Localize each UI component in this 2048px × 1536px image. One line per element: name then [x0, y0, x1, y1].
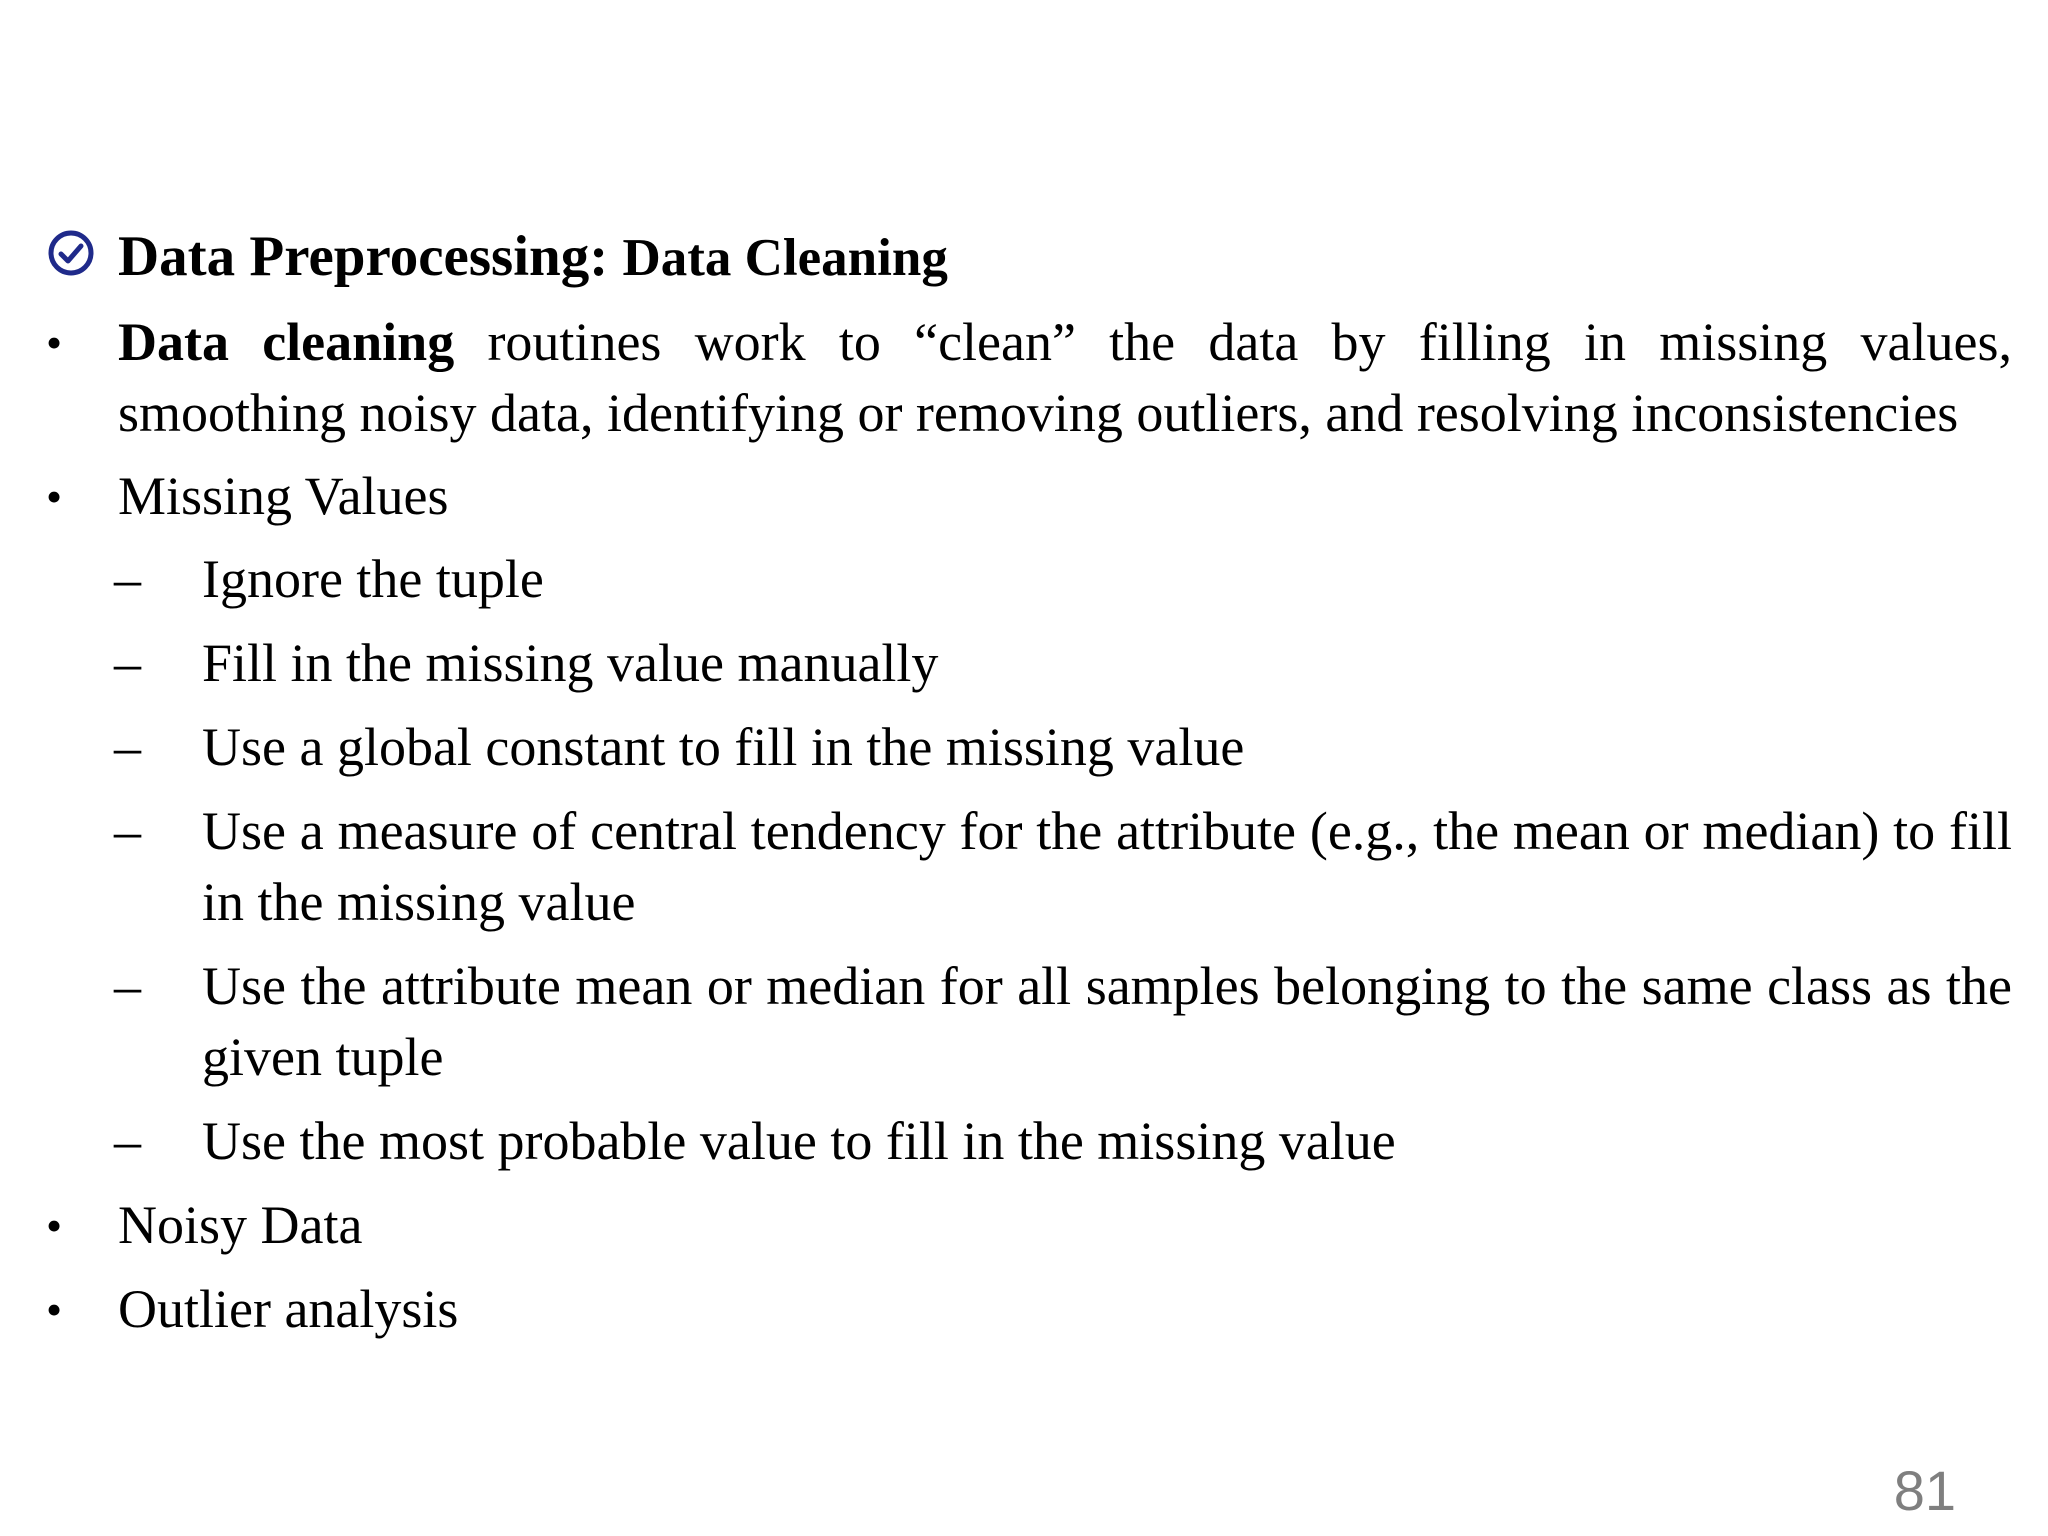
check-circle-icon — [46, 228, 96, 278]
page-number: 81 — [1893, 1459, 1956, 1522]
sub-item-central-tendency — [114, 796, 2012, 938]
sub-item-text: Ignore the tuple — [202, 549, 544, 609]
bullet-item-noisy-data — [46, 1190, 2012, 1261]
bullet-dot-icon: • — [46, 471, 63, 522]
bullet-text: Noisy Data — [118, 1195, 363, 1255]
bullet-list — [0, 307, 2048, 1345]
dash-icon: – — [114, 717, 141, 777]
sub-item-text: Use the attribute mean or median for all samples belonging to the same class as the given tuple — [202, 956, 2012, 1087]
sub-item-fill-manually — [114, 628, 2012, 699]
bullet-body: routines work to “clean” the data by filling in missing values, smoothing noisy data, identifying or removing outliers, and resolving inconsistencies — [118, 312, 2012, 443]
slide-heading — [46, 222, 948, 292]
bullet-dot-icon: • — [46, 317, 63, 368]
sub-item-text: Use a global constant to fill in the missing value — [202, 717, 1245, 777]
bold-term: Data cleaning — [118, 312, 455, 372]
sub-item-ignore-tuple — [114, 544, 2012, 615]
bullet-item-outlier-analysis — [46, 1274, 2012, 1345]
slide-title-main: Data Preprocessing: — [118, 224, 609, 288]
bullet-text — [118, 307, 2012, 449]
dash-icon: – — [114, 956, 141, 1016]
dash-icon: – — [114, 801, 141, 861]
slide-title — [118, 222, 948, 293]
sub-item-text: Use the most probable value to fill in the missing value — [202, 1111, 1396, 1171]
sub-item-text: Fill in the missing value manually — [202, 633, 939, 693]
slide-title-sub: Data Cleaning — [622, 228, 948, 287]
dash-icon: – — [114, 549, 141, 609]
bullet-dot-icon: • — [46, 1284, 63, 1335]
bullet-text: Missing Values — [118, 466, 449, 526]
sub-item-most-probable — [114, 1106, 2012, 1177]
sub-item-text: Use a measure of central tendency for the attribute (e.g., the mean or median) to fill in the missing value — [202, 801, 2012, 932]
bullet-item-missing-values — [46, 461, 2012, 532]
dash-icon: – — [114, 1111, 141, 1171]
bullet-text: Outlier analysis — [118, 1279, 459, 1339]
sub-item-class-mean — [114, 951, 2012, 1093]
sub-item-global-constant — [114, 712, 2012, 783]
dash-icon: – — [114, 633, 141, 693]
bullet-item-data-cleaning — [46, 307, 2012, 449]
bullet-dot-icon: • — [46, 1200, 63, 1251]
